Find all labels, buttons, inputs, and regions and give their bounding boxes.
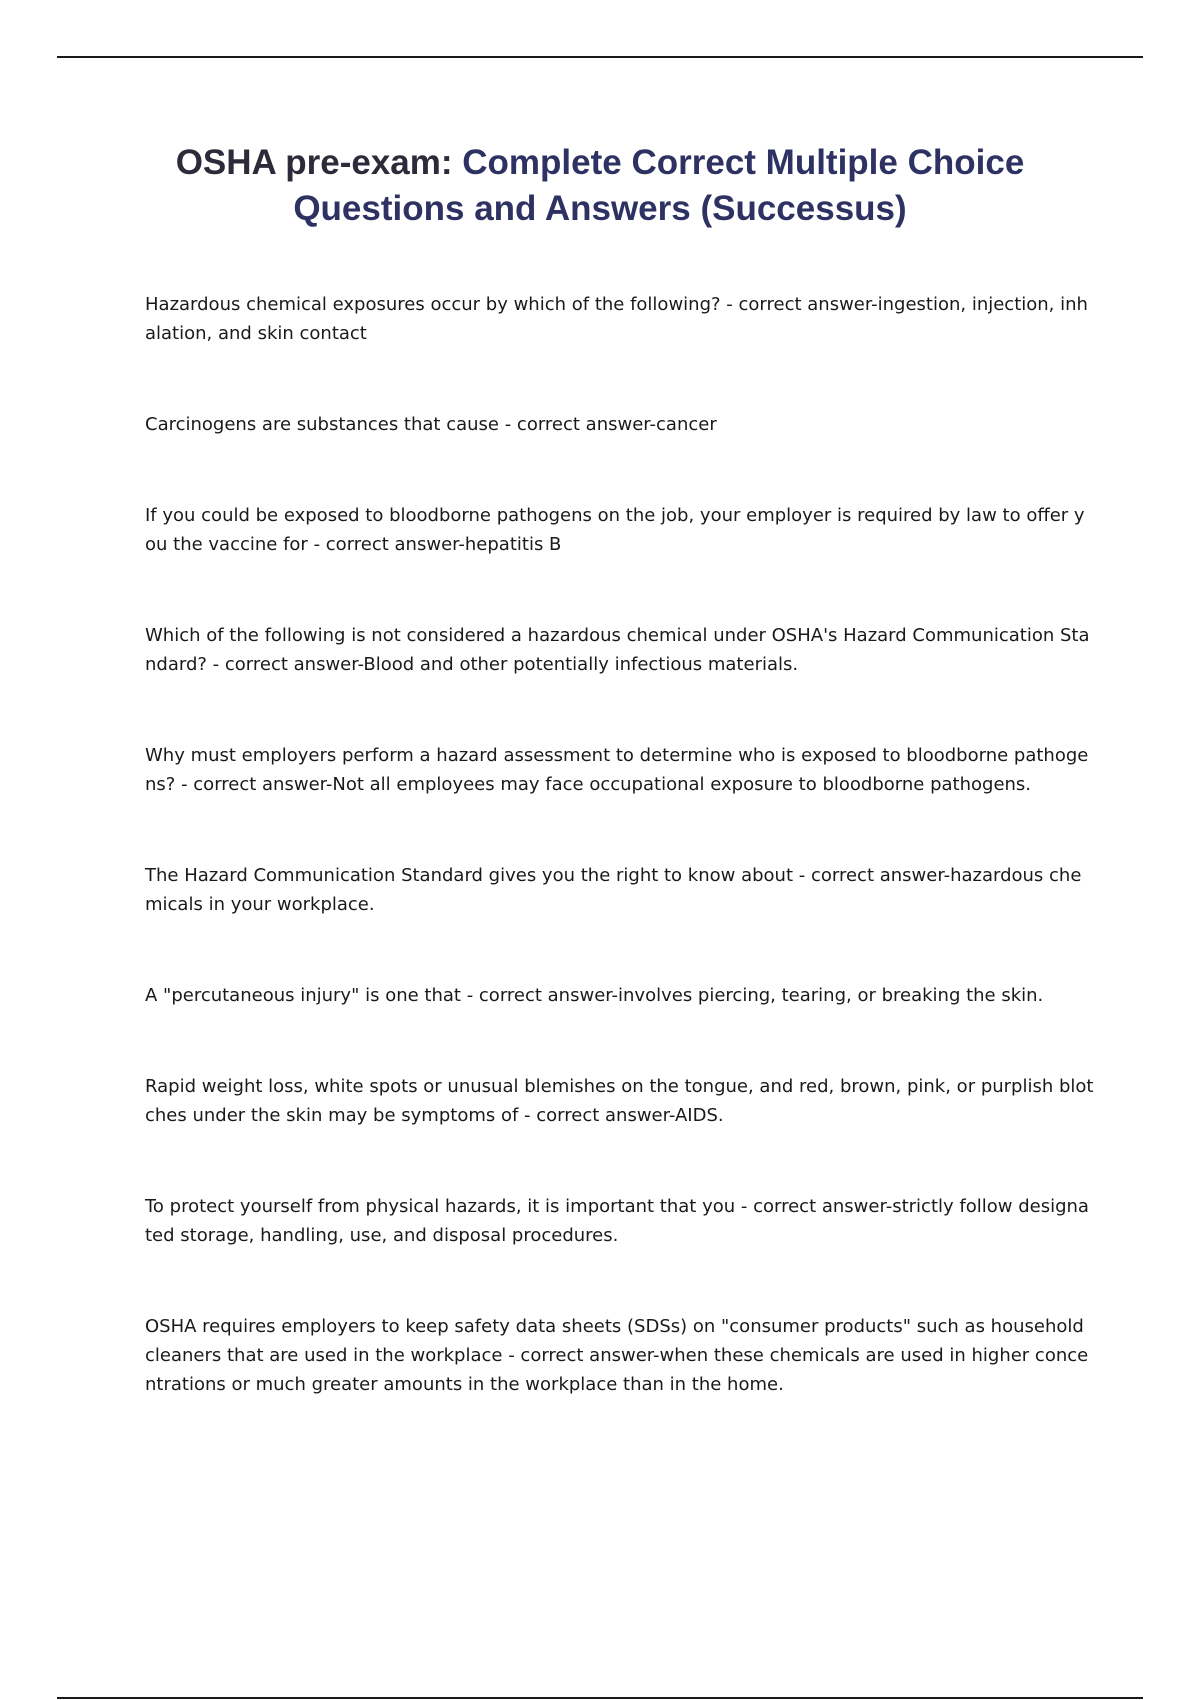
answer-separator: - correct answer- [498,414,657,435]
answer-text: ingestion, injection, inhalation, and skin contact [145,294,1088,344]
answer-text: Not all employees may face occupational exposure to bloodborne pathogens. [332,774,1032,795]
qa-item [145,741,1095,799]
answer-text: when these chemicals are used in higher concentrations or much greater amounts in the workplace than in the home. [145,1345,1089,1395]
answer-text: cancer [656,414,717,435]
answer-separator: - correct answer- [460,985,619,1006]
question-text: Hazardous chemical exposures occur by which of the following? [145,294,721,315]
qa-item [145,290,1095,348]
qa-item [145,621,1095,679]
qa-item [145,981,1095,1010]
title-lead: OSHA pre-exam: [175,143,463,182]
bottom-rule [57,1697,1143,1699]
answer-text: involves piercing, tearing, or breaking the skin. [618,985,1044,1006]
qa-item [145,1312,1095,1399]
answer-separator: - correct answer- [206,654,364,675]
page-title [100,140,1100,232]
top-rule [57,56,1143,58]
answer-separator: - correct answer- [175,774,333,795]
answer-text: AIDS. [674,1105,724,1126]
qa-item [145,501,1095,559]
question-text: OSHA requires employers to keep safety data sheets (SDSs) on "consumer products" such as household cleaners that are used in the workplace [145,1316,1084,1366]
answer-text: Blood and other potentially infectious materials. [363,654,799,675]
qa-list [145,290,1095,1461]
qa-item [145,1192,1095,1250]
question-text: The Hazard Communication Standard gives you the right to know about [145,865,794,886]
question-text: If you could be exposed to bloodborne pathogens on the job, your employer is required by law to offer you the vaccine for [145,505,1085,555]
answer-text: hepatitis B [464,534,562,555]
answer-text: hazardous chemicals in your workplace. [145,865,1082,915]
question-text: To protect yourself from physical hazards, it is important that you [145,1196,736,1217]
question-text: Which of the following is not considered a hazardous chemical under OSHA's Hazard Communication Standard? [145,625,1090,675]
qa-item [145,861,1095,919]
answer-separator: - correct answer- [720,294,878,315]
answer-separator: - correct answer- [793,865,951,886]
answer-separator: - correct answer- [735,1196,893,1217]
answer-separator: - correct answer- [502,1345,660,1366]
answer-separator: - correct answer- [518,1105,675,1126]
qa-item [145,410,1095,439]
question-text: A "percutaneous injury" is one that [145,985,461,1006]
title-rest: Complete Correct Multiple Choice Questions and Answers (Successus) [293,143,1025,228]
answer-separator: - correct answer- [307,534,465,555]
question-text: Why must employers perform a hazard assessment to determine who is exposed to bloodborne pathogens? [145,745,1089,795]
answer-text: strictly follow designated storage, handling, use, and disposal procedures. [145,1196,1089,1246]
qa-item [145,1072,1095,1130]
question-text: Rapid weight loss, white spots or unusual blemishes on the tongue, and red, brown, pink, or purplish blotches under the skin may be symptoms of [145,1076,1094,1126]
question-text: Carcinogens are substances that cause [145,414,499,435]
